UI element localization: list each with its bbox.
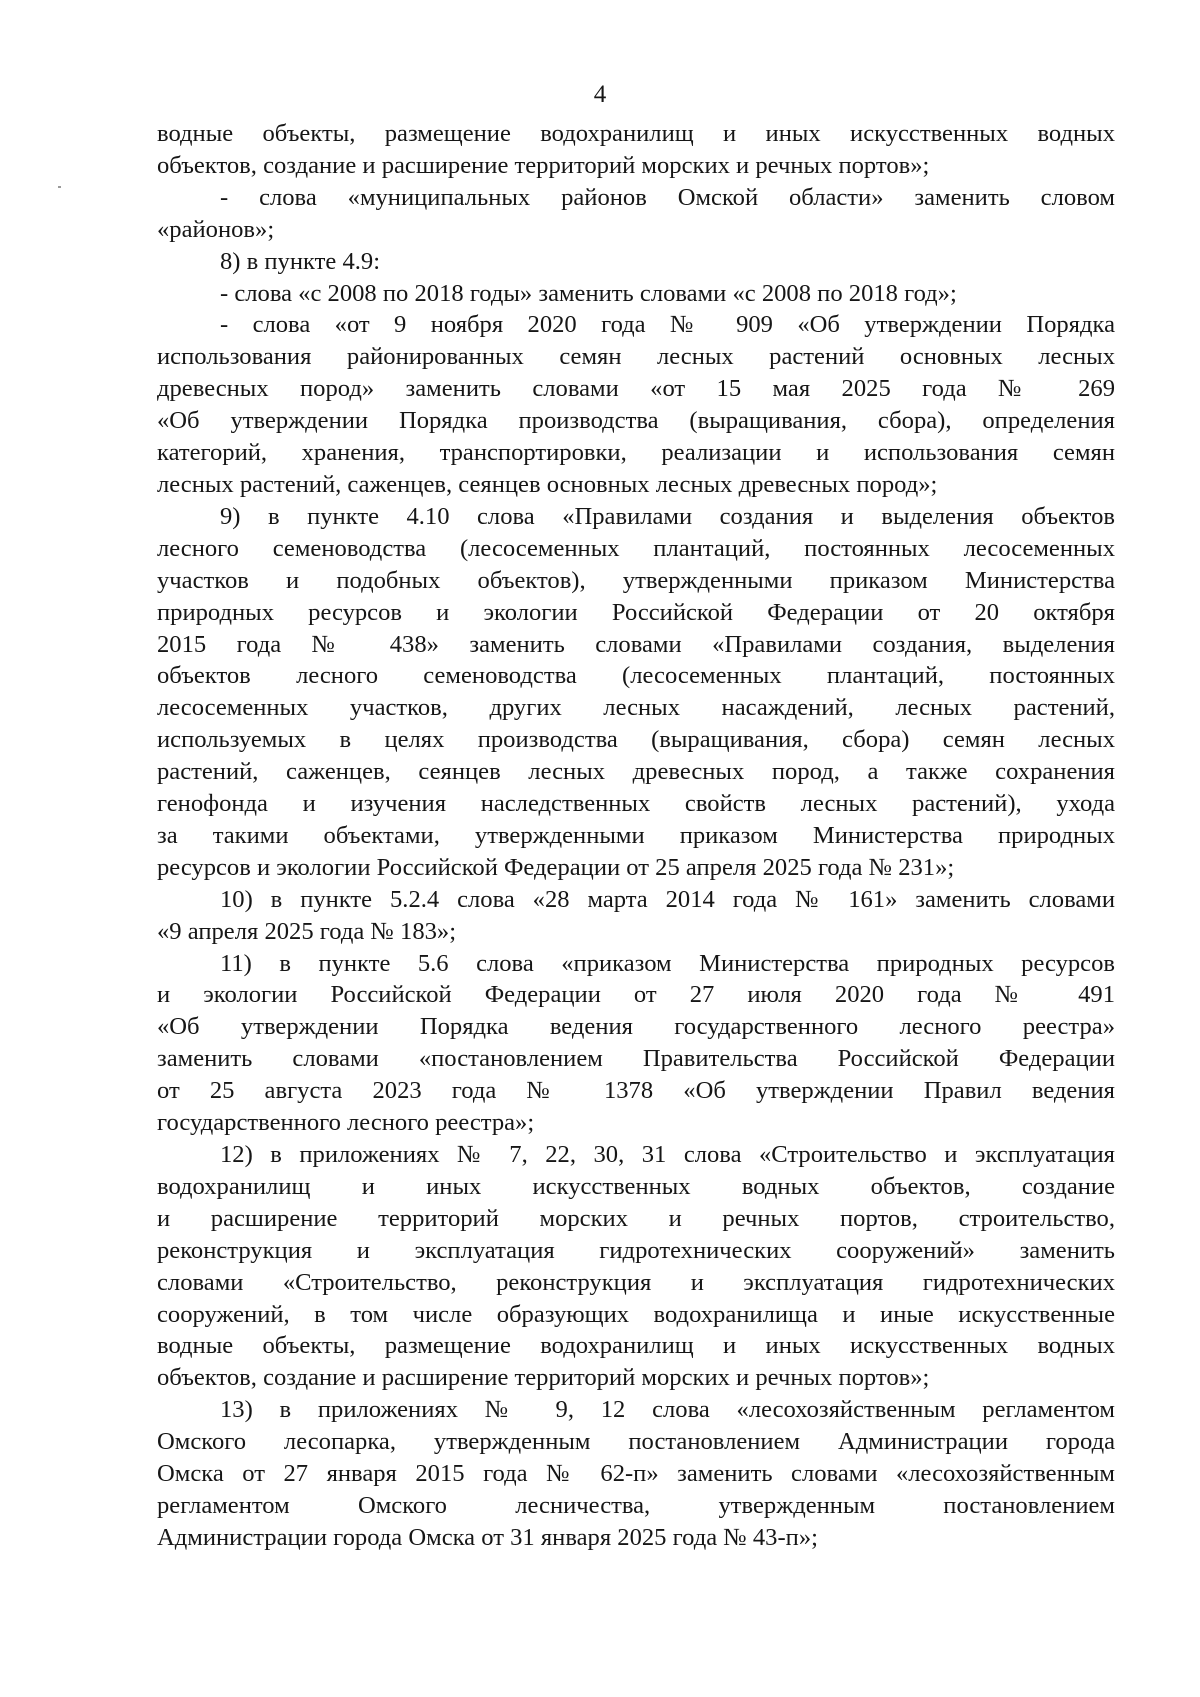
paragraph — [157, 118, 1115, 182]
page-number: 4 — [593, 81, 607, 108]
text-line: 12) в приложениях № 7, 22, 30, 31 слова «Строительство и эксплуатация — [220, 1141, 1115, 1168]
paragraph — [157, 1394, 1115, 1554]
text-line: лесного семеноводства (лесосеменных плантаций, постоянных лесосеменных — [157, 534, 1115, 562]
text-line: реконструкция и эксплуатация гидротехнических сооружений» заменить — [157, 1236, 1115, 1264]
text-line: 8) в пункте 4.9: — [220, 247, 381, 275]
scan-speck — [58, 186, 61, 188]
text-line: объектов лесного семеноводства (лесосеменных плантаций, постоянных — [157, 662, 1115, 690]
text-line: словами «Строительство, реконструкция и эксплуатация гидротехнических — [157, 1268, 1115, 1296]
text-line: Администрации города Омска от 31 января 2025 года № 43-п»; — [157, 1523, 818, 1551]
text-line: регламентом Омского лесничества, утвержденным постановлением — [157, 1491, 1115, 1519]
text-line: водохранилищ и иных искусственных водных объектов, создание — [157, 1172, 1115, 1200]
text-line: категорий, хранения, транспортировки, реализации и использования семян — [157, 439, 1115, 467]
paragraph — [157, 182, 1115, 246]
text-line: «Об утверждении Порядка производства (выращивания, сбора), определения — [157, 407, 1115, 435]
text-line: объектов, создание и расширение территорий морских и речных портов»; — [157, 1364, 930, 1392]
paragraph — [157, 501, 1115, 884]
paragraph — [157, 278, 1115, 310]
text-line: 2015 года № 438» заменить словами «Правилами создания, выделения — [157, 630, 1115, 658]
text-line: ресурсов и экологии Российской Федерации от 25 апреля 2025 года № 231»; — [157, 853, 955, 881]
text-line: древесных пород» заменить словами «от 15 мая 2025 года № 269 — [157, 375, 1115, 403]
text-line: заменить словами «постановлением Правительства Российской Федерации — [157, 1045, 1115, 1073]
text-line: генофонда и изучения наследственных свойств лесных растений), ухода — [157, 790, 1115, 818]
text-line: и экологии Российской Федерации от 27 июля 2020 года № 491 — [157, 981, 1115, 1009]
text-line: государственного лесного реестра»; — [157, 1109, 535, 1137]
text-line: «9 апреля 2025 года № 183»; — [157, 917, 457, 945]
text-line: водные объекты, размещение водохранилищ и иных искусственных водных — [157, 120, 1115, 147]
text-line: водные объекты, размещение водохранилищ и иных искусственных водных — [157, 1332, 1115, 1360]
text-line: 13) в приложениях № 9, 12 слова «лесохозяйственным регламентом — [220, 1396, 1115, 1424]
text-line: «Об утверждении Порядка ведения государственного лесного реестра» — [157, 1013, 1115, 1041]
text-line: используемых в целях производства (выращивания, сбора) семян лесных — [157, 726, 1115, 754]
text-line: использования районированных семян лесных растений основных лесных — [157, 343, 1115, 371]
paragraph — [157, 246, 1115, 278]
text-line: объектов, создание и расширение территорий морских и речных портов»; — [157, 151, 930, 179]
text-line: «районов»; — [157, 215, 275, 243]
text-line: 11) в пункте 5.6 слова «приказом Министерства природных ресурсов — [220, 949, 1115, 977]
text-line: лесосеменных участков, других лесных насаждений, лесных растений, — [157, 694, 1115, 722]
text-line: - слова «с 2008 по 2018 годы» заменить словами «с 2008 по 2018 год»; — [220, 279, 957, 307]
text-line: за такими объектами, утвержденными приказом Министерства природных — [157, 821, 1115, 849]
text-line: - слова «от 9 ноября 2020 года № 909 «Об утверждении Порядка — [220, 311, 1115, 339]
text-line: 9) в пункте 4.10 слова «Правилами создания и выделения объектов — [220, 502, 1115, 530]
text-line: участков и подобных объектов), утвержденными приказом Министерства — [157, 566, 1115, 594]
document-body — [157, 118, 1115, 1554]
paragraph — [157, 948, 1115, 1139]
paragraph — [157, 309, 1115, 500]
text-line: 10) в пункте 5.2.4 слова «28 марта 2014 года № 161» заменить словами — [220, 885, 1115, 913]
text-line: природных ресурсов и экологии Российской Федерации от 20 октября — [157, 598, 1115, 626]
paragraph — [157, 1139, 1115, 1394]
text-line: сооружений, в том числе образующих водохранилища и иные искусственные — [157, 1300, 1115, 1328]
text-line: Омска от 27 января 2015 года № 62-п» заменить словами «лесохозяйственным — [157, 1460, 1115, 1488]
text-line: растений, саженцев, сеянцев лесных древесных пород, а также сохранения — [157, 758, 1115, 786]
text-line: лесных растений, саженцев, сеянцев основных лесных древесных пород»; — [157, 470, 938, 498]
text-line: от 25 августа 2023 года № 1378 «Об утверждении Правил ведения — [157, 1077, 1115, 1105]
paragraph — [157, 884, 1115, 948]
text-line: Омского лесопарка, утвержденным постановлением Администрации города — [157, 1428, 1115, 1456]
text-line: и расширение территорий морских и речных портов, строительство, — [157, 1204, 1115, 1232]
text-line: - слова «муниципальных районов Омской области» заменить словом — [220, 183, 1115, 211]
